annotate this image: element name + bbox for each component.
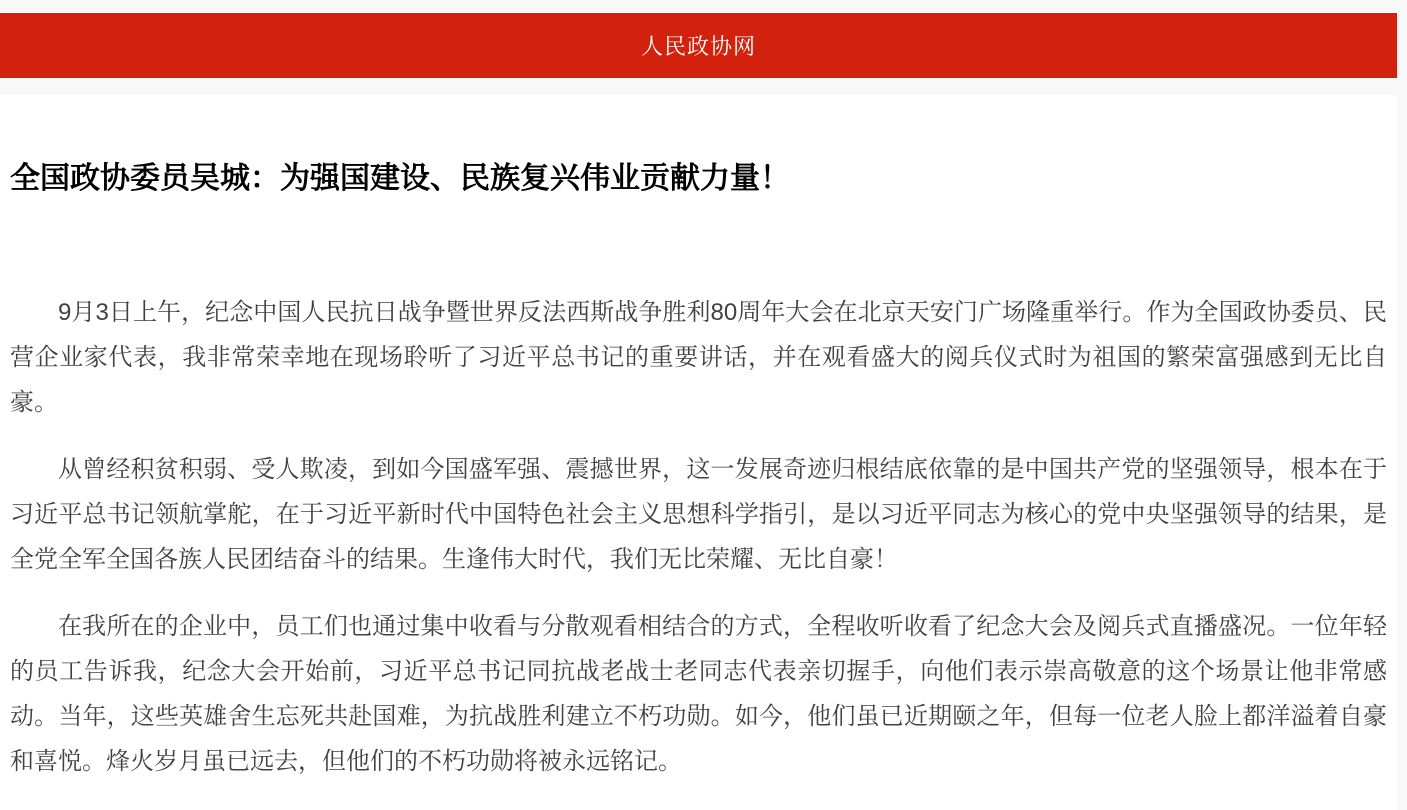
article-content	[0, 95, 1397, 810]
site-title: 人民政协网	[640, 34, 756, 59]
article-paragraph-3: 在我所在的企业中，员工们也通过集中收看与分散观看相结合的方式，全程收听收看了纪念大会及阅兵式直播盛况。一位年轻的员工告诉我，纪念大会开始前，习近平总书记同抗战老战士老同志代表亲切握手，向他们表示崇高敬意的这个场景让他非常感动。当年，这些英雄舍生忘死共赴国难，为抗战胜利建立不朽功勋。如今，他们虽已近期颐之年，但每一位老人脸上都洋溢着自豪和喜悦。烽火岁月虽已远去，但他们的不朽功勋将被永远铭记。	[10, 613, 1387, 775]
article-title: 全国政协委员吴城：为强国建设、民族复兴伟业贡献力量！	[10, 162, 790, 195]
site-header	[0, 13, 1397, 78]
article-paragraph-1: 9月3日上午，纪念中国人民抗日战争暨世界反法西斯战争胜利80周年大会在北京天安门广场隆重举行。作为全国政协委员、民营企业家代表，我非常荣幸地在现场聆听了习近平总书记的重要讲话，并在观看盛大的阅兵仪式时为祖国的繁荣富强感到无比自豪。	[10, 299, 1387, 416]
article-body	[10, 290, 1387, 784]
article-paragraph-2: 从曾经积贫积弱、受人欺凌，到如今国盛军强、震撼世界，这一发展奇迹归根结底依靠的是中国共产党的坚强领导，根本在于习近平总书记领航掌舵，在于习近平新时代中国特色社会主义思想科学指引，是以习近平同志为核心的党中央坚强领导的结果，是全党全军全国各族人民团结奋斗的结果。生逢伟大时代，我们无比荣耀、无比自豪！	[10, 456, 1387, 573]
